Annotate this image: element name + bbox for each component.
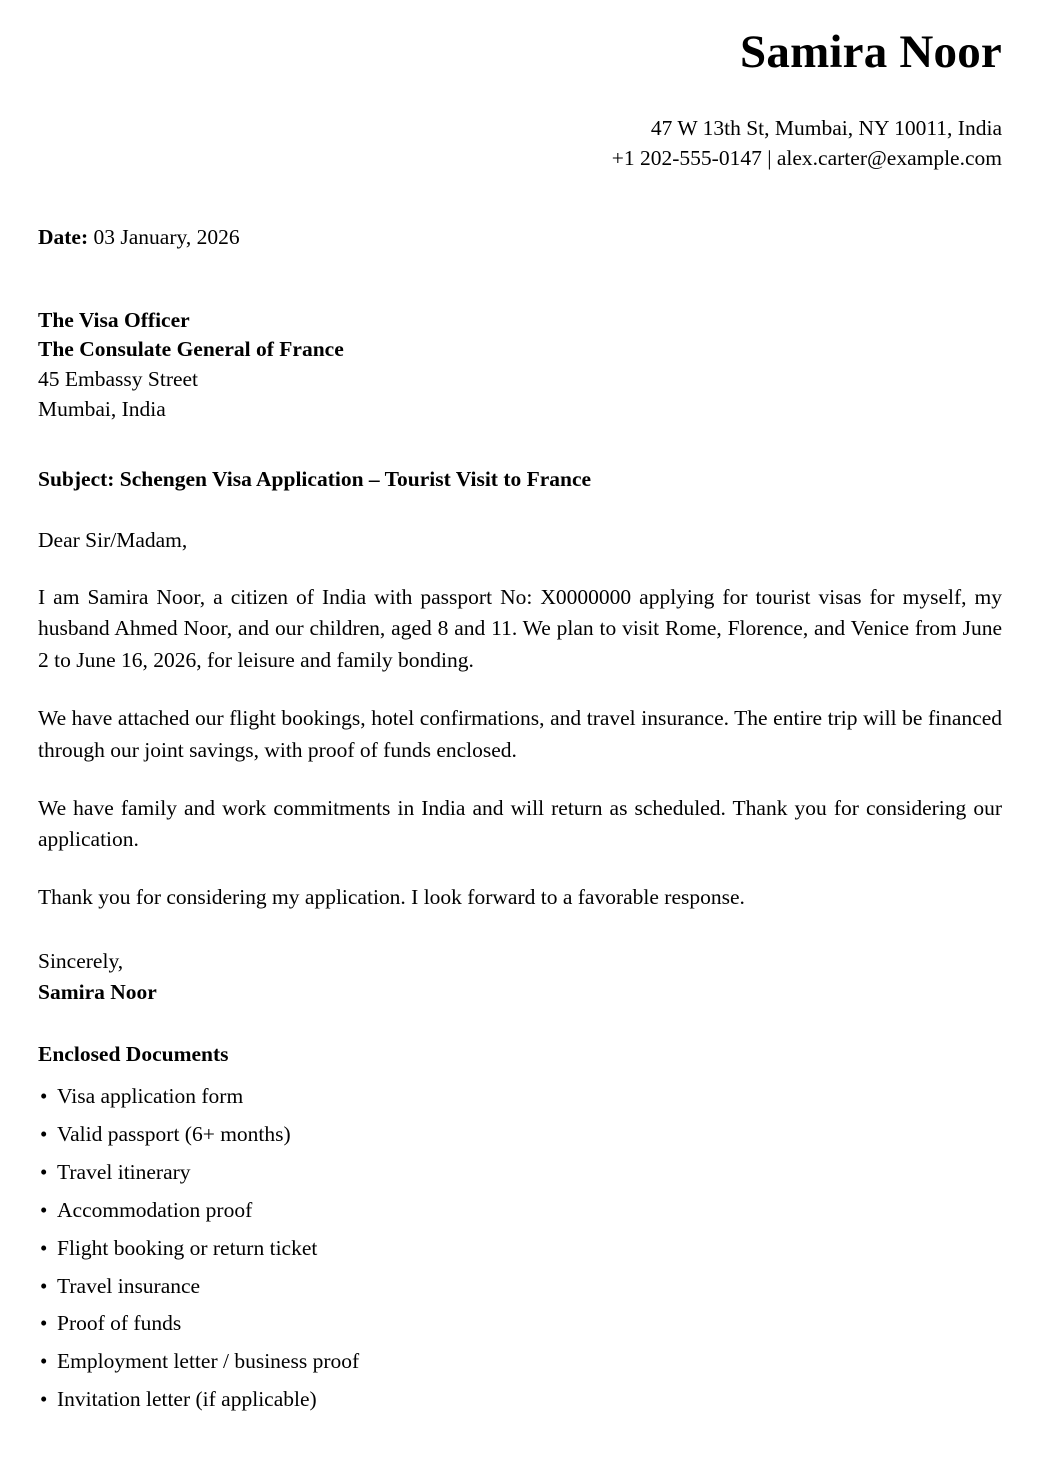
sender-address-line: 47 W 13th St, Mumbai, NY 10011, India [650, 115, 1002, 140]
date-value: 03 January, 2026 [88, 224, 240, 249]
recipient-line-4: Mumbai, India [38, 396, 166, 421]
list-item: • Travel insurance [38, 1273, 1002, 1300]
date-label: Date: [38, 224, 89, 249]
body-paragraph-3: We have family and work commitments in India and will return as scheduled. Thank you for considering our application. [38, 795, 1002, 852]
list-item: • Valid passport (6+ months) [38, 1121, 1002, 1148]
list-item: • Flight booking or return ticket [38, 1235, 1002, 1262]
enclosures-heading: Enclosed Documents [38, 1042, 229, 1067]
recipient-line-2: The Consulate General of France [38, 337, 344, 362]
date-line [38, 222, 1002, 252]
valediction: Sincerely, [38, 949, 124, 974]
list-item: • Travel itinerary [38, 1159, 1002, 1186]
list-item: • Employment letter / business proof [38, 1348, 1002, 1375]
body-paragraph-4: Thank you for considering my application. I look forward to a favorable response. [38, 885, 745, 910]
signer-name: Samira Noor [38, 979, 157, 1004]
recipient-block [38, 306, 1002, 425]
enclosures-list [38, 1083, 1002, 1413]
subject-line: Subject: Schengen Visa Application – Tourist Visit to France [38, 467, 592, 492]
list-item: • Accommodation proof [38, 1197, 1002, 1224]
list-item: • Visa application form [38, 1083, 1002, 1110]
body-paragraph-2: We have attached our flight bookings, hotel confirmations, and travel insurance. The entire trip will be financed through our joint savings, with proof of funds enclosed. [38, 706, 1002, 762]
sender-name: Samira Noor [740, 26, 1002, 78]
recipient-line-1: The Visa Officer [38, 307, 190, 332]
sender-contact-block [38, 113, 1002, 174]
sender-contact-line: +1 202-555-0147 | alex.carter@example.com [611, 146, 1002, 171]
recipient-line-3: 45 Embassy Street [38, 367, 199, 392]
salutation: Dear Sir/Madam, [38, 528, 188, 553]
letterhead [38, 26, 1002, 174]
closing-block [38, 946, 1002, 1007]
list-item: • Invitation letter (if applicable) [38, 1386, 1002, 1413]
list-item: • Proof of funds [38, 1310, 1002, 1337]
body-paragraph-1: I am Samira Noor, a citizen of India with passport No: X0000000 applying for tourist visas for myself, my husband Ahmed Noor, and our children, aged 8 and 11. We plan to visit Rome, Florence, and Venice from June 2 to June 16, 2026, for leisure and family bonding. [38, 584, 1002, 673]
